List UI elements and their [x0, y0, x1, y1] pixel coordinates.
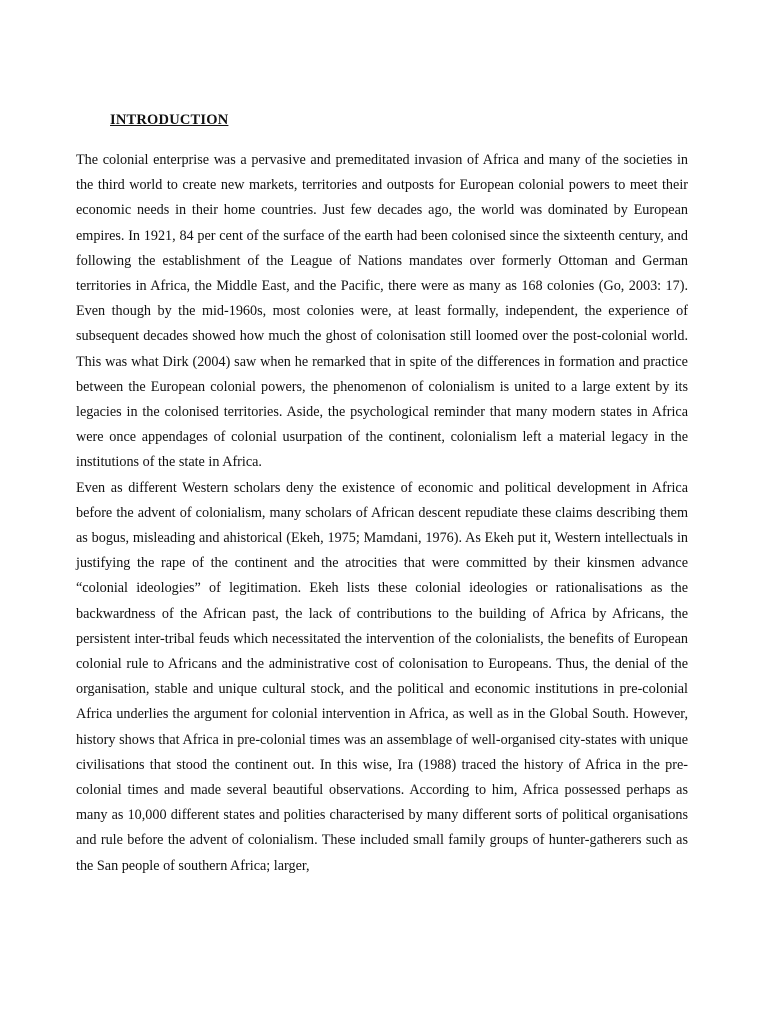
section-heading: INTRODUCTION	[110, 112, 229, 128]
paragraph-2: Even as different Western scholars deny the existence of economic and political development in Africa before the advent of colonialism, many scholars of African descent repudiate these claims describing them as bogus, misleading and ahistorical (Ekeh, 1975; Mamdani, 1976). As Ekeh put it, Western intellectuals in justifying the rape of the continent and the atrocities that were committed by their kinsmen advance “colonial ideologies” of legitimation. Ekeh lists these colonial ideologies or rationalisations as the backwardness of the African past, the lack of contributions to the building of Africa by Africans, the persistent inter-tribal feuds which necessitated the intervention of the colonialists, the benefits of European colonial rule to Africans and the administrative cost of colonisation to Europeans. Thus, the denial of the organisation, stable and unique cultural stock, and the political and economic institutions in pre-colonial Africa underlies the argument for colonial intervention in Africa, as well as in the Global South. However, history shows that Africa in pre-colonial times was an assemblage of well-organised city-states with unique civilisations that stood the continent out. In this wise, Ira (1988) traced the history of Africa in the pre-colonial times and made several beautiful observations. According to him, Africa possessed perhaps as many as 10,000 different states and polities characterised by many different sorts of political organisations and rule before the advent of colonialism. These included small family groups of hunter-gatherers such as the San people of southern Africa; larger,	[76, 479, 688, 874]
paragraph-1: The colonial enterprise was a pervasive and premeditated invasion of Africa and many of the societies in the third world to create new markets, territories and outposts for European colonial powers to meet their economic needs in their home countries. Just few decades ago, the world was dominated by European empires. In 1921, 84 per cent of the surface of the earth had been colonised since the sixteenth century, and following the establishment of the League of Nations mandates over formerly Ottoman and German territories in Africa, the Middle East, and the Pacific, there were as many as 168 colonies (Go, 2003: 17). Even though by the mid-1960s, most colonies were, at least formally, independent, the experience of subsequent decades showed how much the ghost of colonisation still loomed over the post-colonial world. This was what Dirk (2004) saw when he remarked that in spite of the differences in formation and practice between the European colonial powers, the phenomenon of colonialism is united to a large extent by its legacies in the colonised territories. Aside, the psychological reminder that many modern states in Africa were once appendages of colonial usurpation of the continent, colonialism left a material legacy in the institutions of the state in Africa.	[76, 152, 688, 471]
body-text	[76, 148, 688, 879]
